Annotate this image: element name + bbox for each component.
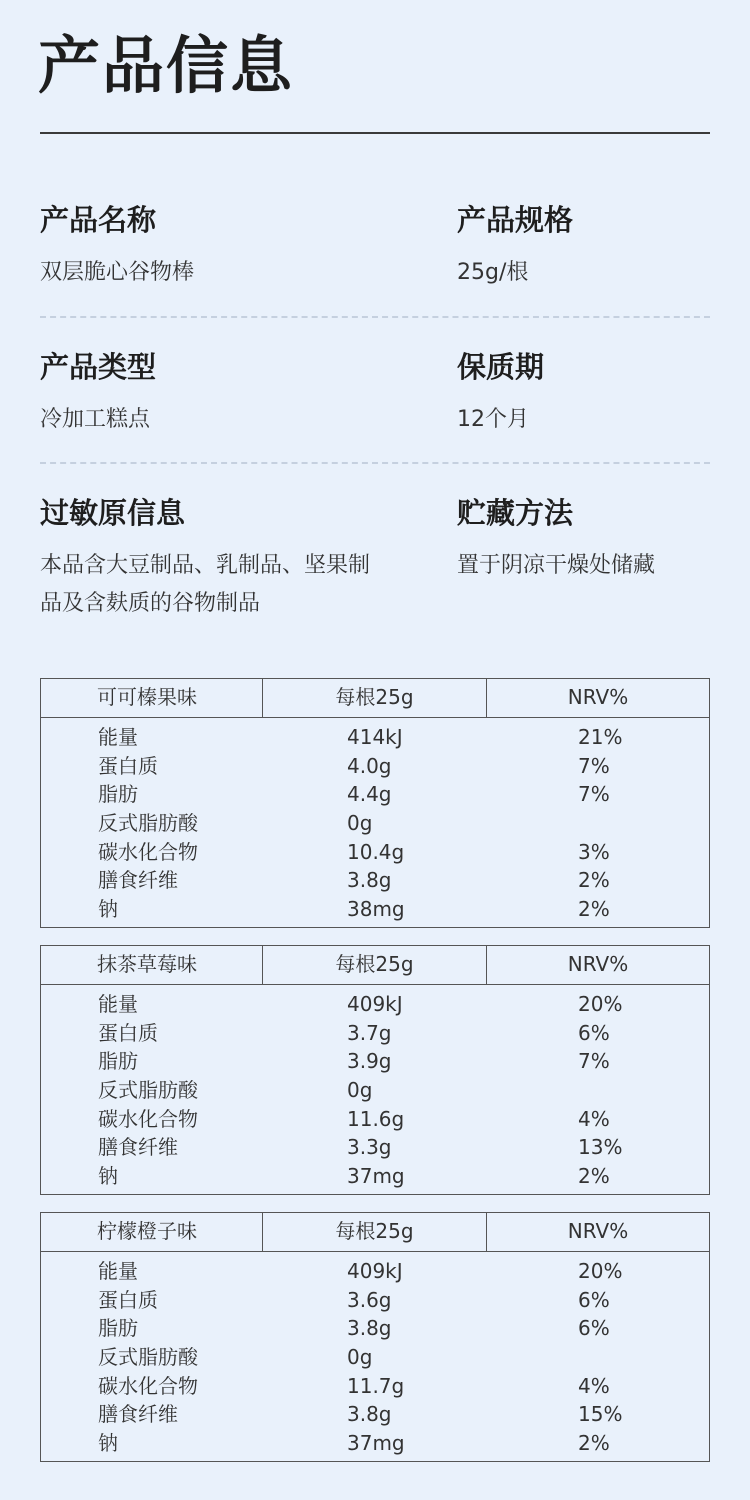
nutrient-nrv: 6% <box>578 1020 610 1045</box>
nutrient-name: 反式脂肪酸 <box>98 1078 198 1103</box>
nutrition-table-body <box>41 1252 709 1461</box>
nutrient-amount: 3.8g <box>347 1402 392 1427</box>
nutrient-nrv: 3% <box>578 839 610 864</box>
nutrient-name: 蛋白质 <box>98 753 158 778</box>
nutrient-amount: 10.4g <box>347 839 405 864</box>
nutrient-name: 脂肪 <box>98 1316 138 1341</box>
nutrient-nrv: 20% <box>578 1259 623 1283</box>
product-spec-value: 25g/根 <box>457 260 529 285</box>
nutrition-table-matcha-strawberry <box>40 945 710 1195</box>
nutrient-name: 反式脂肪酸 <box>98 1345 198 1370</box>
table-row <box>41 1400 709 1429</box>
product-type-block <box>40 347 440 439</box>
nutrient-name: 膳食纤维 <box>98 1402 178 1427</box>
table-row <box>41 1076 709 1105</box>
table-row <box>41 809 709 838</box>
table-row <box>41 752 709 781</box>
nutrient-name: 膳食纤维 <box>98 1135 178 1160</box>
shelf-life-label: 保质期 <box>457 350 545 384</box>
nutrient-nrv: 6% <box>578 1287 610 1312</box>
nutrient-amount: 38mg <box>347 897 405 922</box>
nutrient-amount: 409kJ <box>347 992 403 1016</box>
table-row <box>41 780 709 809</box>
nutrient-nrv <box>578 1343 709 1372</box>
product-type-value: 冷加工糕点 <box>40 407 151 432</box>
nutrient-nrv: 4% <box>578 1373 610 1398</box>
nutrient-amount: 37mg <box>347 1164 405 1189</box>
storage-label: 贮藏方法 <box>457 496 574 530</box>
nutrient-name: 钠 <box>98 1431 118 1456</box>
nutrition-table-header <box>41 946 709 985</box>
table-row <box>41 1162 709 1191</box>
product-name-block <box>40 200 440 292</box>
product-name-label: 产品名称 <box>40 203 157 237</box>
page-title: 产品信息 <box>38 29 295 102</box>
nrv-header: NRV% <box>567 1219 629 1243</box>
nutrient-amount: 11.6g <box>347 1106 405 1131</box>
table-row <box>41 1343 709 1372</box>
table-row <box>41 1133 709 1162</box>
nutrient-amount: 3.9g <box>347 1049 392 1074</box>
storage-value: 置于阴凉干燥处储藏 <box>457 553 656 578</box>
table-row <box>41 895 709 924</box>
table-row <box>41 1019 709 1048</box>
shelf-life-value: 12个月 <box>457 407 529 432</box>
nutrient-nrv: 2% <box>578 1431 610 1456</box>
nutrient-amount: 0g <box>347 811 373 836</box>
nutrition-table-body <box>41 985 709 1194</box>
per-serving-header: 每根25g <box>263 946 487 984</box>
nutrient-name: 钠 <box>98 1164 118 1189</box>
nutrient-amount: 4.0g <box>347 753 392 778</box>
allergen-value: 本品含大豆制品、乳制品、坚果制品及含麸质的谷物制品 <box>40 553 371 616</box>
nutrient-name: 碳水化合物 <box>98 1373 198 1398</box>
nutrition-table-lemon-orange <box>40 1212 710 1462</box>
nutrient-name: 能量 <box>98 1259 138 1283</box>
nutrient-amount: 0g <box>347 1078 373 1103</box>
nutrient-nrv: 7% <box>578 753 610 778</box>
table-row <box>41 1105 709 1134</box>
title-divider <box>40 132 710 134</box>
nutrient-amount: 4.4g <box>347 782 392 807</box>
nutrient-nrv: 21% <box>578 725 623 749</box>
nutrient-nrv: 20% <box>578 992 623 1016</box>
nutrient-name: 能量 <box>98 725 138 749</box>
nutrient-amount: 0g <box>347 1345 373 1370</box>
nutrient-amount: 11.7g <box>347 1373 405 1398</box>
nutrient-amount: 37mg <box>347 1431 405 1456</box>
table-row <box>41 1047 709 1076</box>
nutrient-amount: 3.8g <box>347 1316 392 1341</box>
nutrient-nrv: 6% <box>578 1316 610 1341</box>
nutrient-name: 碳水化合物 <box>98 1106 198 1131</box>
dashed-divider <box>40 462 710 464</box>
product-spec-label: 产品规格 <box>457 203 574 237</box>
nutrition-table-cocoa-hazelnut <box>40 678 710 928</box>
nutrient-nrv: 7% <box>578 782 610 807</box>
nutrition-table-header <box>41 1213 709 1252</box>
flavor-name: 可可榛果味 <box>41 679 263 717</box>
nutrient-name: 反式脂肪酸 <box>98 811 198 836</box>
nutrient-nrv: 7% <box>578 1049 610 1074</box>
storage-block <box>457 493 717 585</box>
nutrient-nrv: 4% <box>578 1106 610 1131</box>
nutrition-table-body <box>41 718 709 927</box>
dashed-divider <box>40 316 710 318</box>
table-row <box>41 723 709 752</box>
table-row <box>41 1257 709 1286</box>
info-row-allergen-storage <box>40 493 710 623</box>
nrv-header: NRV% <box>567 685 629 709</box>
nutrient-nrv: 13% <box>578 1135 623 1160</box>
flavor-name: 抹茶草莓味 <box>41 946 263 984</box>
table-row <box>41 1372 709 1401</box>
nutrient-nrv <box>578 1076 709 1105</box>
nutrient-name: 蛋白质 <box>98 1287 158 1312</box>
nutrient-name: 钠 <box>98 897 118 922</box>
info-row-type-shelflife <box>40 347 710 457</box>
table-row <box>41 1286 709 1315</box>
product-spec-block <box>457 200 717 292</box>
shelf-life-block <box>457 347 717 439</box>
nutrient-amount: 3.6g <box>347 1287 392 1312</box>
info-row-name-spec <box>40 200 710 310</box>
nutrient-name: 蛋白质 <box>98 1020 158 1045</box>
nutrient-name: 膳食纤维 <box>98 868 178 893</box>
nutrient-name: 脂肪 <box>98 782 138 807</box>
nutrition-table-header <box>41 679 709 718</box>
table-row <box>41 866 709 895</box>
per-serving-header: 每根25g <box>263 679 487 717</box>
table-row <box>41 1429 709 1458</box>
nutrient-amount: 3.8g <box>347 868 392 893</box>
table-row <box>41 990 709 1019</box>
nrv-header: NRV% <box>567 952 629 976</box>
table-row <box>41 838 709 867</box>
product-type-label: 产品类型 <box>40 350 157 384</box>
nutrient-amount: 414kJ <box>347 725 403 749</box>
nutrient-name: 脂肪 <box>98 1049 138 1074</box>
flavor-name: 柠檬橙子味 <box>41 1213 263 1251</box>
nutrient-amount: 409kJ <box>347 1259 403 1283</box>
product-name-value: 双层脆心谷物棒 <box>40 260 195 285</box>
nutrient-nrv: 2% <box>578 897 610 922</box>
allergen-block <box>40 493 385 623</box>
nutrient-nrv <box>578 809 709 838</box>
per-serving-header: 每根25g <box>263 1213 487 1251</box>
nutrient-amount: 3.7g <box>347 1020 392 1045</box>
nutrient-name: 能量 <box>98 992 138 1016</box>
allergen-label: 过敏原信息 <box>40 496 186 530</box>
nutrient-amount: 3.3g <box>347 1135 392 1160</box>
nutrient-nrv: 15% <box>578 1402 623 1427</box>
nutrient-nrv: 2% <box>578 1164 610 1189</box>
nutrient-nrv: 2% <box>578 868 610 893</box>
nutrient-name: 碳水化合物 <box>98 839 198 864</box>
table-row <box>41 1314 709 1343</box>
